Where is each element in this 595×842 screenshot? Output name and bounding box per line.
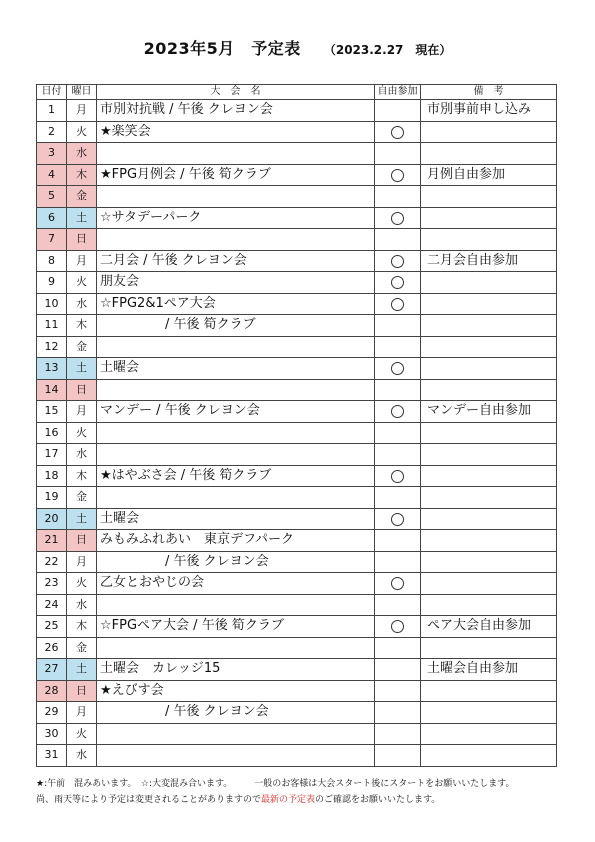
jiyu-cell bbox=[375, 358, 421, 380]
note-cell bbox=[421, 551, 557, 573]
note-cell bbox=[421, 207, 557, 229]
event-cell: 朋友会 bbox=[97, 272, 375, 294]
note-cell bbox=[421, 508, 557, 530]
day-cell: 28 bbox=[37, 680, 67, 702]
day-cell: 24 bbox=[37, 594, 67, 616]
circle-mark-icon bbox=[391, 298, 404, 311]
day-cell: 22 bbox=[37, 551, 67, 573]
table-row bbox=[37, 573, 557, 595]
event-cell bbox=[97, 143, 375, 165]
circle-mark-icon bbox=[391, 620, 404, 633]
day-cell: 20 bbox=[37, 508, 67, 530]
note-cell bbox=[421, 293, 557, 315]
jiyu-cell bbox=[375, 680, 421, 702]
jiyu-cell bbox=[375, 551, 421, 573]
jiyu-cell bbox=[375, 401, 421, 423]
weekday-cell: 日 bbox=[67, 530, 97, 552]
event-cell: ★えびす会 bbox=[97, 680, 375, 702]
note-cell: 市別事前申し込み bbox=[421, 100, 557, 122]
header-day: 日付 bbox=[37, 85, 67, 100]
day-cell: 29 bbox=[37, 702, 67, 724]
day-cell: 23 bbox=[37, 573, 67, 595]
table-row bbox=[37, 401, 557, 423]
weekday-cell: 月 bbox=[67, 100, 97, 122]
note-cell bbox=[421, 422, 557, 444]
event-cell: ★FPG月例会 / 午後 筍クラブ bbox=[97, 164, 375, 186]
day-cell: 26 bbox=[37, 637, 67, 659]
table-row bbox=[37, 379, 557, 401]
weekday-cell: 木 bbox=[67, 164, 97, 186]
circle-mark-icon bbox=[391, 255, 404, 268]
day-cell: 3 bbox=[37, 143, 67, 165]
table-row bbox=[37, 272, 557, 294]
schedule-table bbox=[36, 84, 557, 767]
jiyu-cell bbox=[375, 100, 421, 122]
note-cell bbox=[421, 358, 557, 380]
circle-mark-icon bbox=[391, 362, 404, 375]
weekday-cell: 土 bbox=[67, 659, 97, 681]
jiyu-cell bbox=[375, 293, 421, 315]
table-row bbox=[37, 465, 557, 487]
weekday-cell: 土 bbox=[67, 358, 97, 380]
day-cell: 18 bbox=[37, 465, 67, 487]
jiyu-cell bbox=[375, 336, 421, 358]
note-cell bbox=[421, 637, 557, 659]
weekday-cell: 火 bbox=[67, 723, 97, 745]
table-row bbox=[37, 702, 557, 724]
table-row bbox=[37, 616, 557, 638]
day-cell: 12 bbox=[37, 336, 67, 358]
note-cell bbox=[421, 143, 557, 165]
footnote-line-1 bbox=[36, 776, 515, 792]
event-cell: みもみふれあい 東京デフパーク bbox=[97, 530, 375, 552]
note-cell: マンデー自由参加 bbox=[421, 401, 557, 423]
event-cell: ☆FPG2&1ペア大会 bbox=[97, 293, 375, 315]
table-row bbox=[37, 336, 557, 358]
event-cell bbox=[97, 229, 375, 251]
table-row bbox=[37, 444, 557, 466]
jiyu-cell bbox=[375, 594, 421, 616]
jiyu-cell bbox=[375, 164, 421, 186]
header-dow: 曜日 bbox=[67, 85, 97, 100]
jiyu-cell bbox=[375, 723, 421, 745]
note-cell bbox=[421, 315, 557, 337]
table-row bbox=[37, 530, 557, 552]
jiyu-cell bbox=[375, 508, 421, 530]
weekday-cell: 水 bbox=[67, 444, 97, 466]
jiyu-cell bbox=[375, 637, 421, 659]
event-cell: ☆FPGペア大会 / 午後 筍クラブ bbox=[97, 616, 375, 638]
event-cell bbox=[97, 379, 375, 401]
weekday-cell: 金 bbox=[67, 186, 97, 208]
event-cell: / 午後 クレヨン会 bbox=[97, 551, 375, 573]
weekday-cell: 水 bbox=[67, 745, 97, 767]
note-cell: 土曜会自由参加 bbox=[421, 659, 557, 681]
table-row bbox=[37, 250, 557, 272]
jiyu-cell bbox=[375, 229, 421, 251]
day-cell: 15 bbox=[37, 401, 67, 423]
jiyu-cell bbox=[375, 207, 421, 229]
footnotes bbox=[36, 776, 515, 808]
day-cell: 8 bbox=[37, 250, 67, 272]
event-cell: / 午後 筍クラブ bbox=[97, 315, 375, 337]
event-cell: ★楽笑会 bbox=[97, 121, 375, 143]
day-cell: 27 bbox=[37, 659, 67, 681]
table-row bbox=[37, 143, 557, 165]
table-row bbox=[37, 487, 557, 509]
day-cell: 21 bbox=[37, 530, 67, 552]
table-row bbox=[37, 659, 557, 681]
table-row bbox=[37, 594, 557, 616]
event-cell: 土曜会 bbox=[97, 358, 375, 380]
event-cell bbox=[97, 745, 375, 767]
circle-mark-icon bbox=[391, 470, 404, 483]
table-row bbox=[37, 164, 557, 186]
jiyu-cell bbox=[375, 659, 421, 681]
jiyu-cell bbox=[375, 186, 421, 208]
weekday-cell: 水 bbox=[67, 143, 97, 165]
event-cell bbox=[97, 594, 375, 616]
jiyu-cell bbox=[375, 745, 421, 767]
weekday-cell: 水 bbox=[67, 293, 97, 315]
jiyu-cell bbox=[375, 422, 421, 444]
jiyu-cell bbox=[375, 487, 421, 509]
day-cell: 16 bbox=[37, 422, 67, 444]
note-cell bbox=[421, 229, 557, 251]
table-row bbox=[37, 508, 557, 530]
note-cell bbox=[421, 121, 557, 143]
table-row bbox=[37, 680, 557, 702]
weekday-cell: 水 bbox=[67, 594, 97, 616]
as-of-date: （2023.2.27 現在） bbox=[323, 43, 452, 57]
day-cell: 6 bbox=[37, 207, 67, 229]
table-header-row bbox=[37, 85, 557, 100]
table-row bbox=[37, 723, 557, 745]
weekday-cell: 木 bbox=[67, 465, 97, 487]
note-cell bbox=[421, 702, 557, 724]
jiyu-cell bbox=[375, 121, 421, 143]
note-cell: 二月会自由参加 bbox=[421, 250, 557, 272]
event-cell: 二月会 / 午後 クレヨン会 bbox=[97, 250, 375, 272]
circle-mark-icon bbox=[391, 513, 404, 526]
jiyu-cell bbox=[375, 702, 421, 724]
circle-mark-icon bbox=[391, 126, 404, 139]
note-cell bbox=[421, 444, 557, 466]
day-cell: 5 bbox=[37, 186, 67, 208]
weekday-cell: 木 bbox=[67, 315, 97, 337]
jiyu-cell bbox=[375, 143, 421, 165]
day-cell: 7 bbox=[37, 229, 67, 251]
note-cell bbox=[421, 186, 557, 208]
circle-mark-icon bbox=[391, 212, 404, 225]
jiyu-cell bbox=[375, 573, 421, 595]
event-cell: マンデー / 午後 クレヨン会 bbox=[97, 401, 375, 423]
weekday-cell: 月 bbox=[67, 401, 97, 423]
table-row bbox=[37, 637, 557, 659]
event-cell: 土曜会 カレッジ15 bbox=[97, 659, 375, 681]
weekday-cell: 火 bbox=[67, 121, 97, 143]
weekday-cell: 日 bbox=[67, 680, 97, 702]
jiyu-cell bbox=[375, 272, 421, 294]
table-row bbox=[37, 422, 557, 444]
jiyu-cell bbox=[375, 444, 421, 466]
day-cell: 25 bbox=[37, 616, 67, 638]
event-cell bbox=[97, 444, 375, 466]
note-cell: 月例自由参加 bbox=[421, 164, 557, 186]
event-cell: ★はやぶさ会 / 午後 筍クラブ bbox=[97, 465, 375, 487]
event-cell: 市別対抗戦 / 午後 クレヨン会 bbox=[97, 100, 375, 122]
weekday-cell: 月 bbox=[67, 250, 97, 272]
table-row bbox=[37, 315, 557, 337]
day-cell: 10 bbox=[37, 293, 67, 315]
table-row bbox=[37, 100, 557, 122]
weekday-cell: 月 bbox=[67, 551, 97, 573]
event-cell bbox=[97, 487, 375, 509]
footnote-change: 尚、雨天等により予定は変更されることがありますので bbox=[36, 795, 262, 805]
day-cell: 2 bbox=[37, 121, 67, 143]
table-row bbox=[37, 121, 557, 143]
weekday-cell: 金 bbox=[67, 336, 97, 358]
weekday-cell: 火 bbox=[67, 573, 97, 595]
event-cell bbox=[97, 422, 375, 444]
schedule-rows bbox=[37, 100, 557, 767]
event-cell: 土曜会 bbox=[97, 508, 375, 530]
note-cell bbox=[421, 573, 557, 595]
weekday-cell: 金 bbox=[67, 637, 97, 659]
table-row bbox=[37, 229, 557, 251]
day-cell: 14 bbox=[37, 379, 67, 401]
jiyu-cell bbox=[375, 379, 421, 401]
weekday-cell: 火 bbox=[67, 272, 97, 294]
table-row bbox=[37, 293, 557, 315]
event-cell bbox=[97, 336, 375, 358]
event-cell: ☆サタデーパーク bbox=[97, 207, 375, 229]
note-cell bbox=[421, 723, 557, 745]
circle-mark-icon bbox=[391, 405, 404, 418]
note-cell bbox=[421, 680, 557, 702]
day-cell: 11 bbox=[37, 315, 67, 337]
circle-mark-icon bbox=[391, 276, 404, 289]
note-cell bbox=[421, 487, 557, 509]
weekday-cell: 月 bbox=[67, 702, 97, 724]
weekday-cell: 日 bbox=[67, 379, 97, 401]
footnote-confirm: のご確認をお願いいたします。 bbox=[315, 795, 441, 805]
footnote-line-2 bbox=[36, 792, 515, 808]
note-cell bbox=[421, 530, 557, 552]
weekday-cell: 火 bbox=[67, 422, 97, 444]
table-row bbox=[37, 207, 557, 229]
footnote-legend: ★:午前 混みあいます。 ☆:大変混み合います。 bbox=[36, 779, 233, 789]
weekday-cell: 土 bbox=[67, 207, 97, 229]
circle-mark-icon bbox=[391, 577, 404, 590]
event-cell: / 午後 クレヨン会 bbox=[97, 702, 375, 724]
day-cell: 9 bbox=[37, 272, 67, 294]
day-cell: 19 bbox=[37, 487, 67, 509]
header-note: 備 考 bbox=[421, 85, 557, 100]
weekday-cell: 日 bbox=[67, 229, 97, 251]
note-cell bbox=[421, 745, 557, 767]
table-row bbox=[37, 551, 557, 573]
day-cell: 31 bbox=[37, 745, 67, 767]
event-cell bbox=[97, 637, 375, 659]
schedule-title: 2023年5月 予定表 bbox=[143, 39, 301, 58]
header-jiyu: 自由参加 bbox=[375, 85, 421, 100]
day-cell: 30 bbox=[37, 723, 67, 745]
day-cell: 4 bbox=[37, 164, 67, 186]
jiyu-cell bbox=[375, 530, 421, 552]
note-cell bbox=[421, 465, 557, 487]
note-cell bbox=[421, 272, 557, 294]
footnote-latest-schedule: 最新の予定表 bbox=[261, 795, 316, 805]
jiyu-cell bbox=[375, 315, 421, 337]
table-row bbox=[37, 186, 557, 208]
weekday-cell: 金 bbox=[67, 487, 97, 509]
table-row bbox=[37, 358, 557, 380]
note-cell bbox=[421, 379, 557, 401]
event-cell bbox=[97, 723, 375, 745]
day-cell: 13 bbox=[37, 358, 67, 380]
weekday-cell: 木 bbox=[67, 616, 97, 638]
table-row bbox=[37, 745, 557, 767]
weekday-cell: 土 bbox=[67, 508, 97, 530]
header-event: 大 会 名 bbox=[97, 85, 375, 100]
day-cell: 1 bbox=[37, 100, 67, 122]
note-cell bbox=[421, 336, 557, 358]
note-cell: ペア大会自由参加 bbox=[421, 616, 557, 638]
day-cell: 17 bbox=[37, 444, 67, 466]
page-title bbox=[0, 36, 595, 59]
footnote-general: 一般のお客様は大会スタート後にスタートをお願いいたします。 bbox=[254, 779, 515, 789]
jiyu-cell bbox=[375, 616, 421, 638]
note-cell bbox=[421, 594, 557, 616]
jiyu-cell bbox=[375, 465, 421, 487]
jiyu-cell bbox=[375, 250, 421, 272]
event-cell bbox=[97, 186, 375, 208]
event-cell: 乙女とおやじの会 bbox=[97, 573, 375, 595]
circle-mark-icon bbox=[391, 169, 404, 182]
